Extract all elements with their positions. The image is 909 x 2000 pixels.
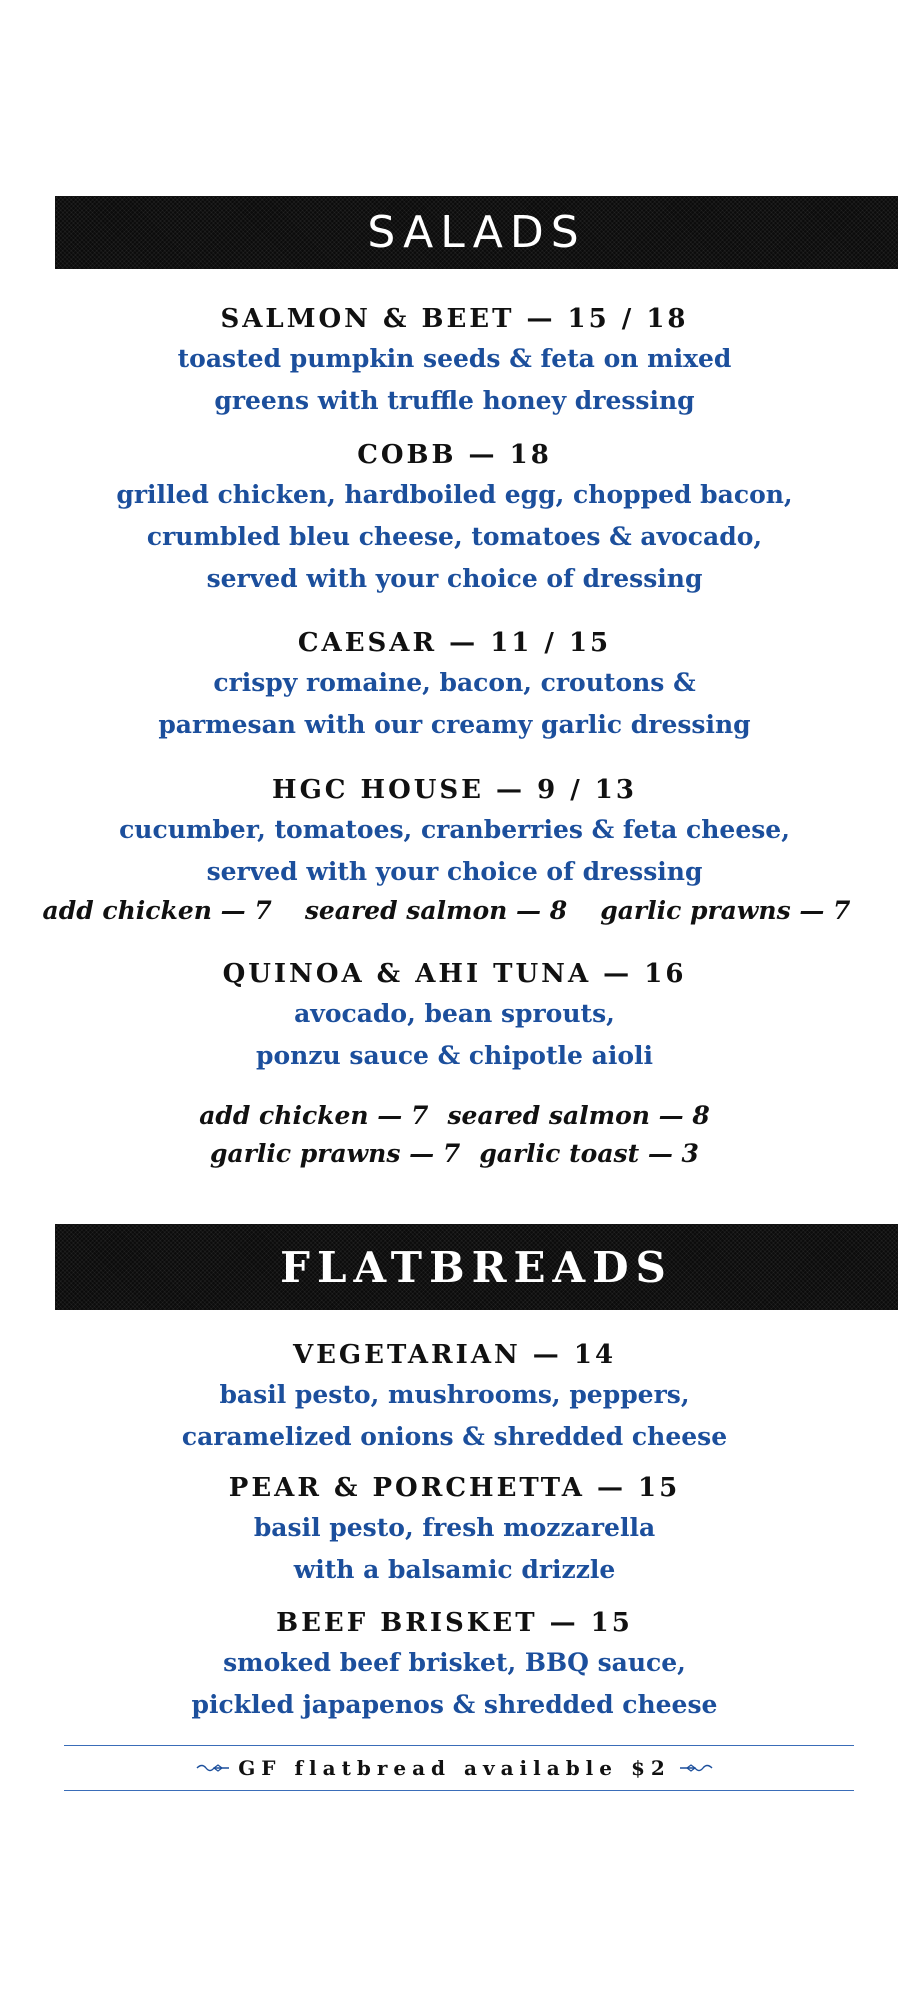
item-description-line: greens with truffle honey dressing — [214, 386, 695, 415]
item-description-line: parmesan with our creamy garlic dressing — [158, 710, 751, 739]
salads-title: SALADS — [367, 207, 586, 258]
addon-prawns: garlic prawns — 7 — [600, 896, 851, 925]
menu-item-pear-porchetta — [0, 1469, 909, 1591]
item-name: PEAR & PORCHETTA — 15 — [228, 1473, 681, 1503]
divider-top — [64, 1745, 854, 1746]
menu-item-quinoa-ahi-tuna — [0, 955, 909, 1077]
item-name: CAESAR — 11 / 15 — [297, 628, 612, 658]
item-description-line: pickled japapenos & shredded cheese — [191, 1690, 718, 1719]
item-description-line: basil pesto, fresh mozzarella — [253, 1513, 656, 1542]
menu-item-vegetarian — [0, 1336, 909, 1458]
gf-note — [0, 1750, 909, 1786]
divider-bottom — [64, 1790, 854, 1791]
flourish-left-icon — [196, 1761, 230, 1775]
addon-salmon: seared salmon — 8 — [304, 896, 568, 925]
item-description-line: served with your choice of dressing — [206, 857, 703, 886]
hgc-house-addons — [0, 892, 901, 933]
item-description-line: served with your choice of dressing — [206, 564, 703, 593]
item-name: COBB — 18 — [357, 440, 552, 470]
salads-banner — [55, 196, 898, 269]
item-description-line: crumbled bleu cheese, tomatoes & avocado, — [146, 522, 763, 551]
menu-item-cobb — [0, 436, 909, 600]
salad-addons-line-2 — [0, 1135, 909, 1176]
item-description-line: cucumber, tomatoes, cranberries & feta cheese, — [119, 815, 790, 844]
item-description-line: crispy romaine, bacon, croutons & — [213, 668, 696, 697]
item-description-line: grilled chicken, hardboiled egg, chopped bacon, — [116, 480, 793, 509]
addon-chicken: add chicken — 7 — [199, 1101, 429, 1130]
item-description-line: ponzu sauce & chipotle aioli — [255, 1041, 654, 1070]
menu-item-beef-brisket — [0, 1604, 909, 1726]
item-name: QUINOA & AHI TUNA — 16 — [222, 959, 687, 989]
addon-prawns: garlic prawns — 7 — [210, 1139, 461, 1168]
item-description-line: smoked beef brisket, BBQ sauce, — [223, 1648, 686, 1677]
flatbreads-title: FLATBREADS — [280, 1242, 673, 1292]
item-name: VEGETARIAN — 14 — [292, 1340, 617, 1370]
item-description-line: with a balsamic drizzle — [293, 1555, 616, 1584]
addon-chicken: add chicken — 7 — [42, 896, 272, 925]
menu-item-salmon-beet — [0, 300, 909, 422]
menu-item-caesar — [0, 624, 909, 746]
salad-addons-line-1 — [0, 1097, 909, 1138]
menu-item-hgc-house — [0, 771, 909, 893]
item-name: BEEF BRISKET — 15 — [276, 1608, 633, 1638]
item-description-line: avocado, bean sprouts, — [294, 999, 615, 1028]
item-name: SALMON & BEET — 15 / 18 — [220, 304, 689, 334]
addon-garlic-toast: garlic toast — 3 — [479, 1139, 699, 1168]
flourish-right-icon — [679, 1761, 713, 1775]
item-description-line: toasted pumpkin seeds & feta on mixed — [177, 344, 732, 373]
gf-note-text: GF flatbread available $2 — [238, 1756, 671, 1780]
item-name: HGC HOUSE — 9 / 13 — [272, 775, 637, 805]
flatbreads-banner — [55, 1224, 898, 1310]
item-description-line: basil pesto, mushrooms, peppers, — [219, 1380, 690, 1409]
addon-salmon: seared salmon — 8 — [447, 1101, 710, 1130]
item-description-line: caramelized onions & shredded cheese — [181, 1422, 728, 1451]
